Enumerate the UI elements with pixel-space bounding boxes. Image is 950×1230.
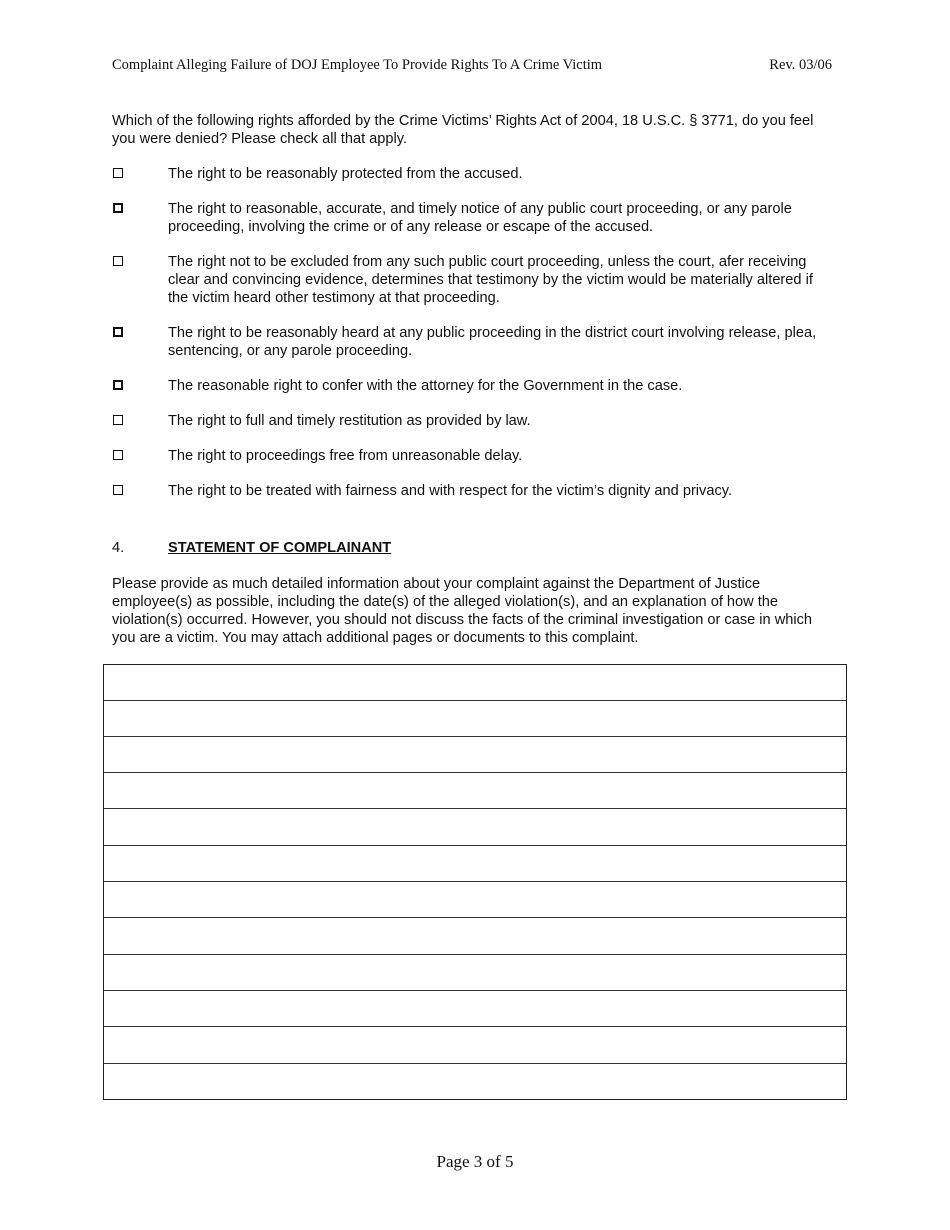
page-header [112,57,832,77]
revision-label: Rev. 03/06 [769,57,832,73]
statement-box [103,664,847,1100]
right-item-restitution [112,412,832,430]
right-item-protection [112,165,832,183]
right-label-fairness: The right to be treated with fairness and with respect for the victim’s dignity and privacy. [168,483,733,499]
right-label-notice: The right to reasonable, accurate, and timely notice of any public court proceeding, or any parole proceeding, involving the crime or of any release or escape of the accused. [168,201,792,235]
right-label-heard: The right to be reasonably heard at any public proceeding in the district court involving release, plea, sentencing, or any parole proceeding. [168,325,817,359]
checkbox-restitution[interactable] [113,415,123,425]
section-title: STATEMENT OF COMPLAINANT [168,540,392,556]
right-label-restitution: The right to full and timely restitution as provided by law. [168,413,531,429]
right-item-no-delay [112,447,832,465]
right-item-confer [112,377,832,395]
right-label-protection: The right to be reasonably protected from the accused. [168,166,523,182]
right-item-heard [112,324,832,360]
form-title: Complaint Alleging Failure of DOJ Employee To Provide Rights To A Crime Victim [112,57,603,73]
checkbox-fairness[interactable] [113,485,123,495]
checkbox-notice[interactable] [113,203,123,213]
rights-question: Which of the following rights afforded by the Crime Victims’ Rights Act of 2004, 18 U.S.C. § 3771, do you feel you were denied? Please check all that apply. [112,113,814,147]
checkbox-no-delay[interactable] [113,450,123,460]
right-item-notice [112,200,832,236]
page-number: Page 3 of 5 [436,1152,514,1171]
checkbox-confer[interactable] [113,380,123,390]
right-label-no-delay: The right to proceedings free from unreasonable delay. [168,448,523,464]
right-label-confer: The reasonable right to confer with the attorney for the Government in the case. [168,378,683,394]
rights-checklist [112,165,832,517]
checkbox-heard[interactable] [113,327,123,337]
right-label-not-excluded: The right not to be excluded from any such public court proceeding, unless the court, afer receiving clear and convincing evidence, determines that testimony by the victim would be materially altered if the victim heard other testimony at that proceeding. [168,254,813,306]
checkbox-not-excluded[interactable] [113,256,123,266]
checkbox-protection[interactable] [113,168,123,178]
statement-instructions: Please provide as much detailed information about your complaint against the Department of Justice employee(s) as possible, including the date(s) of the alleged violation(s), and an explanation of how the violation(s) occurred. However, you should not discuss the facts of the criminal investigation or case in which you are a victim. You may attach additional pages or documents to this complaint. [112,576,813,646]
statement-input[interactable] [104,665,846,1099]
section-number: 4. [112,540,125,556]
right-item-fairness [112,482,832,500]
right-item-not-excluded [112,253,832,307]
